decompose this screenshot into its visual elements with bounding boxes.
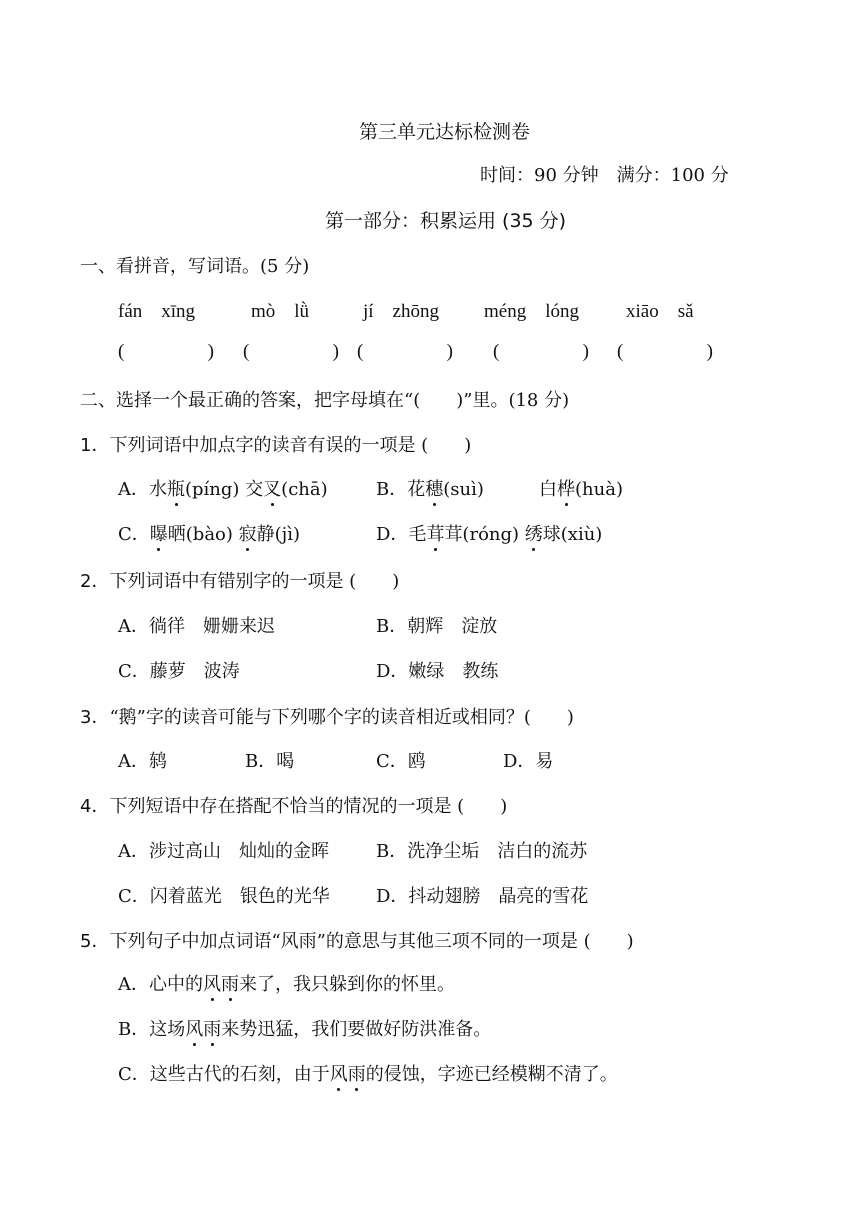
q1-option-c[interactable]: C．曝晒(bào) 寂静(jì) [118, 520, 300, 546]
question-4 [80, 792, 507, 818]
dotted-char: 雨 [348, 1060, 366, 1086]
q5-option-c[interactable]: C．这些古代的石刻，由于风雨的侵蚀，字迹已经模糊不清了。 [118, 1060, 618, 1086]
exam-meta: 时间：90 分钟 满分：100 分 [480, 165, 729, 186]
question-1 [80, 431, 471, 457]
q1-option-d[interactable]: D．毛茸茸(róng) 绣球(xiù) [376, 520, 602, 546]
question-stem: “鹅”字的读音可能与下列哪个字的读音相近或相同？( ) [109, 707, 574, 728]
q3-option-a[interactable]: A．鸫 [118, 751, 167, 772]
question-number: 2． [80, 571, 110, 592]
q2-option-d[interactable]: D．嫩绿 教练 [376, 661, 499, 682]
page-title: 第三单元达标检测卷 [359, 121, 531, 143]
section2-heading: 二、选择一个最正确的答案，把字母填在“( )”里。(18 分) [80, 390, 570, 411]
q2-option-c[interactable]: C．藤萝 波涛 [118, 661, 240, 682]
q4-option-d[interactable]: D．抖动翅膀 晶亮的雪花 [376, 886, 589, 907]
q3-option-b[interactable]: B．喝 [245, 751, 295, 772]
dotted-char: 雨 [221, 970, 239, 996]
question-3 [80, 703, 574, 729]
dotted-char: 叉 [263, 475, 281, 501]
pinyin-1: fán xīng [118, 301, 196, 322]
question-stem: 下列词语中有错别字的一项是 ( ) [109, 571, 400, 592]
q3-option-d[interactable]: D．易 [503, 751, 554, 772]
q3-option-c[interactable]: C．鸥 [376, 751, 426, 772]
part-one-heading: 第一部分：积累运用 (35 分) [325, 210, 567, 232]
q4-option-c[interactable]: C．闪着蓝光 银色的光华 [118, 886, 330, 907]
question-number: 1． [80, 435, 110, 456]
section1-heading: 一、看拼音，写词语。(5 分) [80, 256, 310, 277]
question-number: 3． [80, 707, 110, 728]
pinyin-3: jí zhōng [363, 301, 439, 322]
question-stem: 下列句子中加点词语“风雨”的意思与其他三项不同的一项是 ( ) [109, 931, 634, 952]
dotted-char: 风 [330, 1060, 348, 1086]
q1-option-b-second-word: 白桦(huà) [539, 475, 623, 501]
question-stem: 下列词语中加点字的读音有误的一项是 ( ) [109, 435, 472, 456]
q2-option-b[interactable]: B．朝辉 淀放 [376, 616, 498, 637]
dotted-char: 雨 [203, 1015, 221, 1041]
q2-option-a[interactable]: A．徜徉 姗姗来迟 [118, 616, 275, 637]
dotted-char: 绣 [525, 520, 543, 546]
question-5 [80, 927, 634, 953]
dotted-char: 穗 [425, 475, 443, 501]
dotted-char: 桦 [557, 475, 575, 501]
dotted-char: 风 [203, 970, 221, 996]
dotted-char: 瓶 [167, 475, 185, 501]
pinyin-5: xiāo sǎ [626, 301, 694, 322]
dotted-char: 风 [185, 1015, 203, 1041]
question-number: 4． [80, 796, 110, 817]
q1-option-a[interactable]: A．水瓶(píng) 交叉(chā) [118, 475, 328, 501]
q1-option-b[interactable]: B．花穗(suì) [376, 475, 484, 501]
pinyin-2: mò lǜ [251, 301, 310, 322]
q5-option-b[interactable]: B．这场风雨来势迅猛，我们要做好防洪准备。 [118, 1015, 491, 1041]
question-2 [80, 567, 399, 593]
dotted-char: 曝 [150, 520, 168, 546]
q5-option-a[interactable]: A．心中的风雨来了，我只躲到你的怀里。 [118, 970, 455, 996]
pinyin-4: méng lóng [484, 301, 579, 322]
question-number: 5． [80, 931, 110, 952]
q4-option-b[interactable]: B．洗净尘垢 洁白的流苏 [376, 841, 588, 862]
q4-option-a[interactable]: A．涉过高山 灿灿的金晖 [118, 841, 329, 862]
dotted-char: 茸 [426, 520, 444, 546]
dotted-char: 寂 [239, 520, 257, 546]
question-stem: 下列短语中存在搭配不恰当的情况的一项是 ( ) [109, 796, 508, 817]
